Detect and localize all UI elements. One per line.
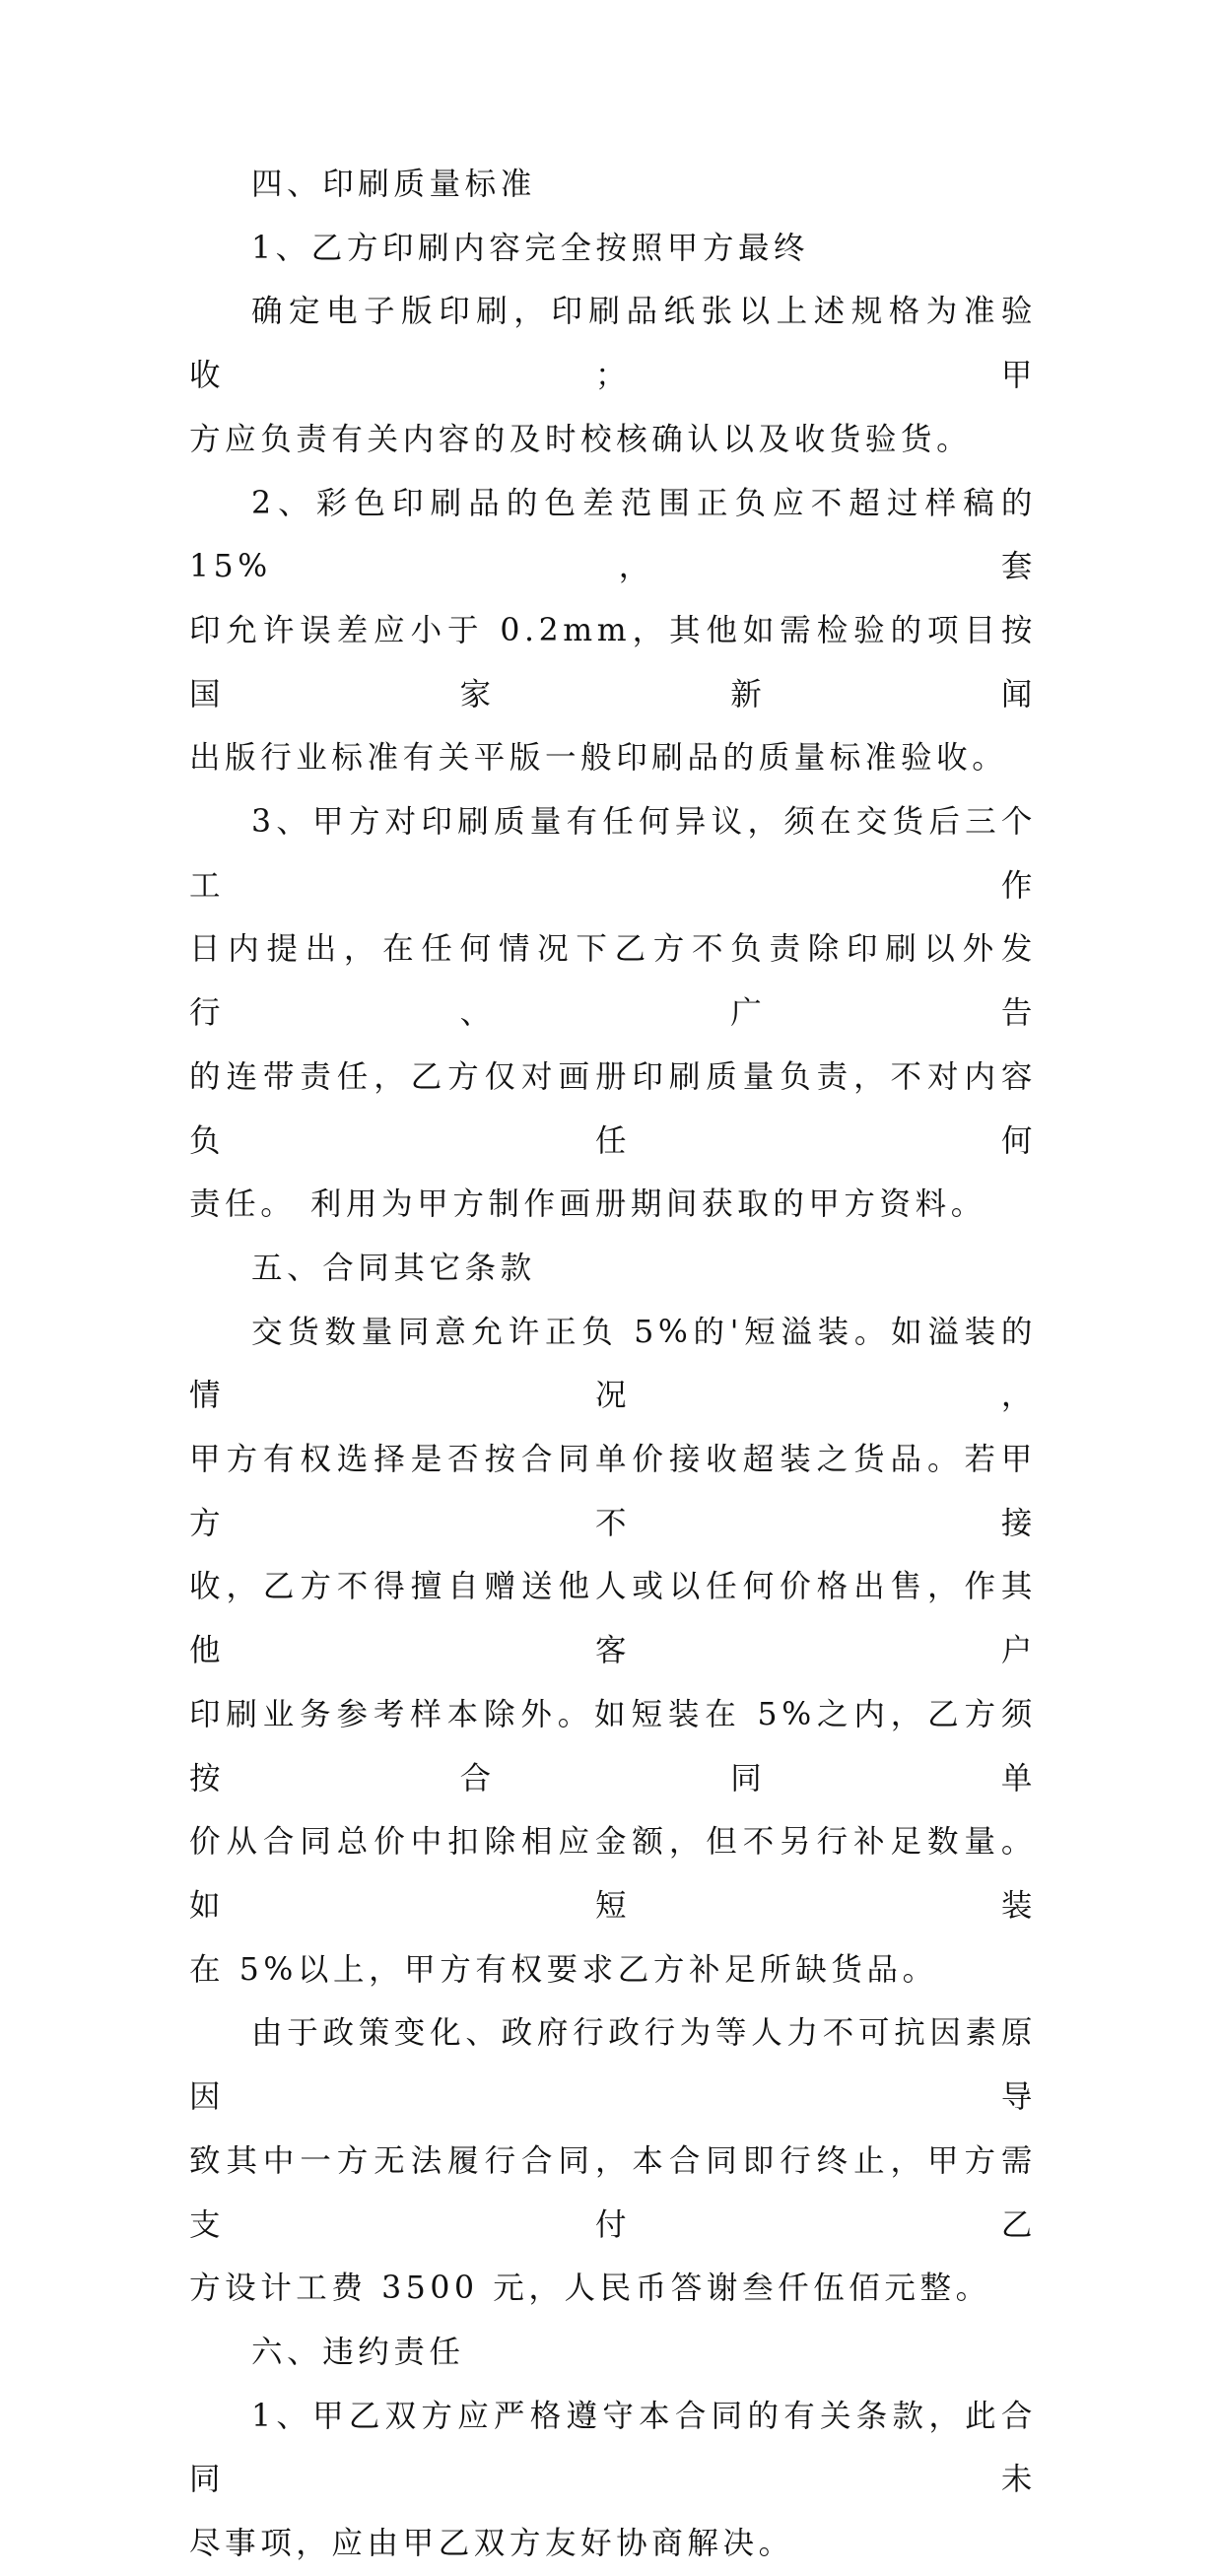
text-line: 收，乙方不得擅自赠送他人或以任何价格出售，作其他客户 [189,1569,1037,1669]
text-line: 由于政策变化、政府行政行为等人力不可抗因素原因导 [189,2015,1037,2116]
paragraph-section-6-item-1 [189,2385,1037,2576]
text-line: 确定电子版印刷，印刷品纸张以上述规格为准验收；甲 [189,294,1037,394]
paragraph-section-5-para-1 [189,1301,1037,2002]
text-line: 价从合同总价中扣除相应金额，但不另行补足数量。如短装 [189,1824,1037,1924]
text-line: 出版行业标准有关平版一般印刷品的质量标准验收。 [189,740,1008,777]
text-line: 五、合同其它条款 [251,1250,536,1286]
text-line: 交货数量同意允许正负 5%的'短溢装。如溢装的情况， [189,1314,1037,1414]
text-line: 六、违约责任 [251,2334,465,2370]
paragraph-section-5-para-2 [189,2001,1037,2321]
paragraph-section-4-item-3 [189,790,1037,1237]
text-line: 2、彩色印刷品的色差范围正负应不超过样稿的 15%，套 [189,485,1037,585]
text-line: 印允许误差应小于 0.2mm，其他如需检验的项目按国家新闻 [189,612,1037,712]
text-line: 方设计工费 3500 元，人民币答谢叁仟伍佰元整。 [189,2271,991,2307]
text-line: 3、甲方对印刷质量有任何异议，须在交货后三个工作 [189,804,1037,904]
paragraph-section-6-heading [189,2321,1037,2385]
text-line: 责任。 利用为甲方制作画册期间获取的甲方资料。 [189,1186,986,1223]
text-line: 四、印刷质量标准 [251,167,536,202]
text-line: 1、甲乙双方应严格遵守本合同的有关条款，此合同未 [189,2398,1037,2498]
paragraph-section-4-item-1b [189,280,1037,471]
text-line: 在 5%以上，甲方有权要求乙方补足所缺货品。 [189,1951,938,1988]
paragraph-section-4-item-2 [189,472,1037,791]
text-line: 印刷业务参考样本除外。如短装在 5%之内，乙方须按合同单 [189,1696,1037,1796]
text-line: 的连带责任，乙方仅对画册印刷质量负责，不对内容负任何 [189,1058,1037,1159]
document-body [189,153,1037,2576]
paragraph-section-4-heading [189,153,1037,217]
text-line: 致其中一方无法履行合同，本合同即行终止，甲方需支付乙 [189,2142,1037,2243]
paragraph-section-5-heading [189,1237,1037,1301]
text-line: 日内提出，在任何情况下乙方不负责除印刷以外发行、广告 [189,931,1037,1032]
paragraph-section-4-item-1a [189,217,1037,281]
text-line: 方应负责有关内容的及时校核确认以及收货验货。 [189,421,973,457]
text-line: 1、乙方印刷内容完全按照甲方最终 [251,230,810,266]
text-line: 甲方有权选择是否按合同单价接收超装之货品。若甲方不接 [189,1442,1037,1541]
text-line: 尽事项，应由甲乙双方友好协商解决。 [189,2526,794,2562]
